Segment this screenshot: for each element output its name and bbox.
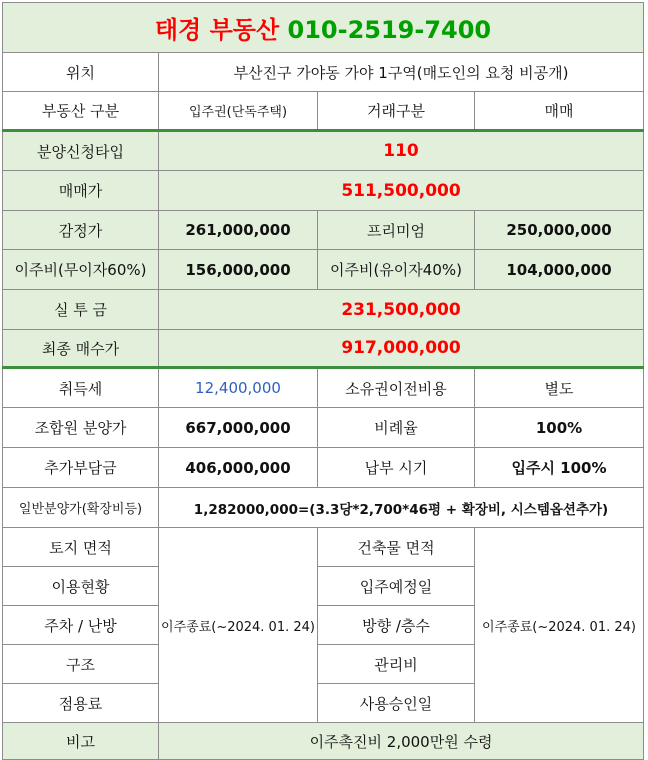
premium-value: 250,000,000 [475,211,644,250]
deal-label: 거래구분 [318,92,475,131]
appraisal-label: 감정가 [3,211,159,250]
investment-row [3,290,644,330]
transfer-value: 별도 [475,368,644,408]
building-area-label: 건축물 면적 [318,528,475,567]
location-label: 위치 [3,53,159,92]
union-price-value: 667,000,000 [159,408,318,448]
type-value: 입주권(단독주택) [159,92,318,131]
premium-label: 프리미엄 [318,211,475,250]
location-row [3,53,644,92]
move-in-date-label: 입주예정일 [318,567,475,606]
listing-sheet [2,2,643,754]
investment-value: 231,500,000 [159,290,644,330]
moving-interest-value: 104,000,000 [475,250,644,290]
general-price-label: 일반분양가(확장비등) [3,488,159,528]
direction-floor-label: 방향 /층수 [318,606,475,645]
extra-charge-value: 406,000,000 [159,448,318,488]
moving-free-label: 이주비(무이자60%) [3,250,159,290]
deal-value: 매매 [475,92,644,131]
transfer-label: 소유권이전비용 [318,368,475,408]
right-detail-value: 이주종료(~2024. 01. 24) [475,528,644,723]
acq-tax-label: 취득세 [3,368,159,408]
agency-name: 태경 부동산 [154,16,280,44]
listing-table [2,2,644,760]
detail-row-1 [3,528,644,567]
price-value: 511,500,000 [159,171,644,211]
occupancy-fee-label: 점용료 [3,684,159,723]
maintenance-fee-label: 관리비 [318,645,475,684]
extra-charge-label: 추가부담금 [3,448,159,488]
moving-interest-label: 이주비(유이자40%) [318,250,475,290]
sale-type-value: 110 [159,131,644,171]
appraisal-value: 261,000,000 [159,211,318,250]
remark-value: 이주촉진비 2,000만원 수령 [159,723,644,760]
usage-label: 이용현황 [3,567,159,606]
acq-tax-value: 12,400,000 [159,368,318,408]
title-cell [3,3,644,53]
ratio-label: 비례율 [318,408,475,448]
union-price-row [3,408,644,448]
type-row [3,92,644,131]
remark-row [3,723,644,760]
price-row [3,171,644,211]
land-area-label: 토지 면적 [3,528,159,567]
pay-time-value: 입주시 100% [475,448,644,488]
price-label: 매매가 [3,171,159,211]
moving-cost-row [3,250,644,290]
final-price-value: 917,000,000 [159,330,644,368]
sale-type-row [3,131,644,171]
remark-label: 비고 [3,723,159,760]
general-price-row [3,488,644,528]
acq-tax-row [3,368,644,408]
extra-charge-row [3,448,644,488]
type-label: 부동산 구분 [3,92,159,131]
union-price-label: 조합원 분양가 [3,408,159,448]
general-price-value: 1,282000,000=(3.3당*2,700*46평 + 확장비, 시스템옵션추가) [159,488,644,528]
structure-label: 구조 [3,645,159,684]
approval-date-label: 사용승인일 [318,684,475,723]
pay-time-label: 납부 시기 [318,448,475,488]
investment-label: 실 투 금 [3,290,159,330]
moving-free-value: 156,000,000 [159,250,318,290]
left-detail-value: 이주종료(~2024. 01. 24) [159,528,318,723]
parking-heating-label: 주차 / 난방 [3,606,159,645]
title-row [3,3,644,53]
final-price-label: 최종 매수가 [3,330,159,368]
location-value: 부산진구 가야동 가야 1구역(매도인의 요청 비공개) [159,53,644,92]
sale-type-label: 분양신청타입 [3,131,159,171]
ratio-value: 100% [475,408,644,448]
agency-phone: 010-2519-7400 [287,16,492,44]
appraisal-row [3,211,644,250]
final-price-row [3,330,644,368]
